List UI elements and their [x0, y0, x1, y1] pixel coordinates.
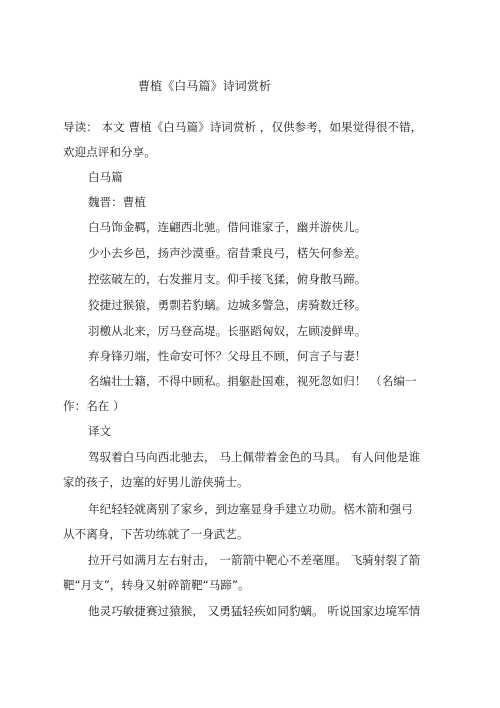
translation-heading: 译文 [88, 424, 112, 438]
translation-line: 他灵巧敏捷赛过猿猴， 又勇猛轻疾如同豹螭。 听说国家边境军情 [88, 604, 421, 618]
poem-title: 白马篇 [88, 170, 123, 184]
intro-line-2: 欢迎点评和分享。 [63, 145, 156, 159]
translation-line: 靶“月支”，转身又射碎箭靶“马蹄”。 [63, 578, 250, 592]
poem-author: 魏晋：曹植 [88, 195, 146, 209]
translation-line: 拉开弓如满月左右射击， 一箭箭中靶心不差毫厘。 飞骑射裂了箭 [88, 553, 421, 567]
poem-line: 弃身锋刃端，性命安可怀？父母且不顾，何言子与妻！ [88, 349, 367, 363]
poem-line: 狡捷过猴猿，勇剽若豹螭。边城多警急，虏骑数迁移。 [88, 298, 367, 312]
translation-line: 驾驭着白马向西北驰去， 马上佩带着金色的马具。 有人问他是谁 [88, 450, 421, 464]
document-title: 曹植《白马篇》诗词赏析 [138, 79, 272, 93]
translation-line: 从不离身，下苦功练就了一身武艺。 [63, 527, 249, 541]
translation-line: 年纪轻轻就离别了家乡，到边塞显身手建立功勋。楛木箭和强弓 [88, 502, 413, 516]
poem-note-continuation: 作：名在 ） [63, 399, 125, 413]
poem-line: 白马饰金羁，连翩西北驰。借问谁家子，幽并游侠儿。 [88, 220, 367, 234]
intro-line-1: 导读： 本文 曹植《白马篇》诗词赏析 ，仅供参考，如果觉得很不错， [63, 120, 423, 134]
translation-line: 家的孩子，边塞的好男儿游侠骑士。 [63, 475, 249, 489]
poem-line: 控弦破左的，右发摧月支。仰手接飞猱，俯身散马蹄。 [88, 272, 367, 286]
poem-line: 羽檄从北来，厉马登高堤。长驱蹈匈奴，左顾凌鲜卑。 [88, 324, 367, 338]
poem-line: 名编壮士籍，不得中顾私。捐躯赴国难，视死忽如归！ （名编一 [88, 374, 417, 388]
poem-line: 少小去乡邑，扬声沙漠垂。宿昔秉良弓，楛矢何参差。 [88, 246, 367, 260]
